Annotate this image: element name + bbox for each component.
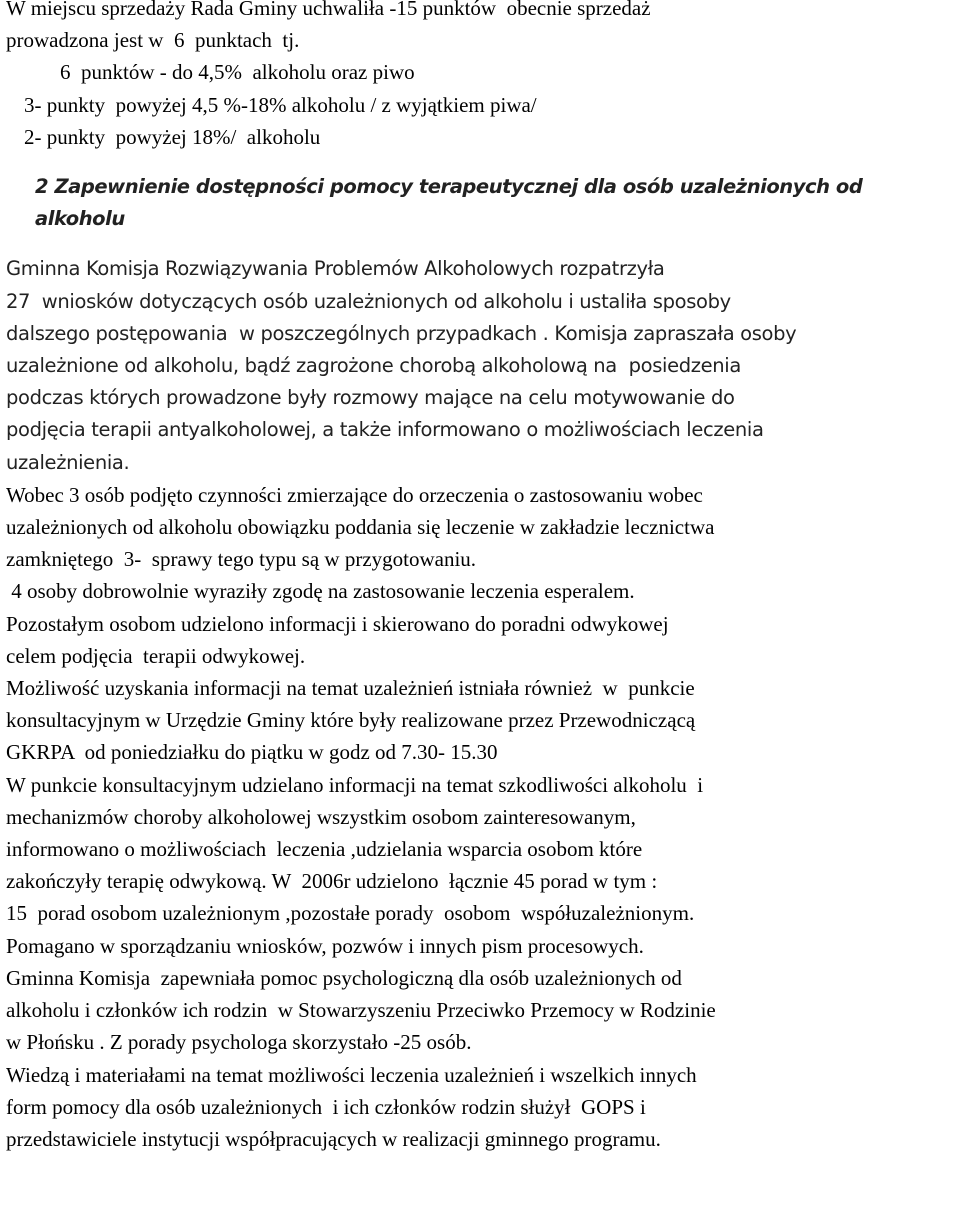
body-line: przedstawiciele instytucji współpracujących w realizacji gminnego programu.	[6, 1126, 661, 1151]
body-line: zamkniętego 3- sprawy tego typu są w przygotowaniu.	[6, 547, 477, 572]
body-line: uzależnienia.	[6, 450, 130, 474]
body-line: 27 wniosków dotyczących osób uzależnionych od alkoholu i ustaliła sposoby	[6, 289, 731, 313]
body-line: Pozostałym osobom udzielono informacji i skierowano do poradni odwykowej	[6, 611, 669, 636]
intro-line: 3- punkty powyżej 4,5 %-18% alkoholu / z wyjątkiem piwa/	[24, 92, 537, 117]
body-line: podjęcia terapii antyalkoholowej, a także informowano o możliwościach leczenia	[6, 418, 764, 442]
body-line: mechanizmów choroby alkoholowej wszystkim osobom zainteresowanym,	[6, 804, 636, 829]
body-line: 15 porad osobom uzależnionym ,pozostałe porady osobom współuzależnionym.	[6, 901, 695, 926]
intro-line: 2- punkty powyżej 18%/ alkoholu	[24, 124, 321, 149]
body-line: Wiedzą i materiałami na temat możliwości leczenia uzależnień i wszelkich innych	[6, 1062, 697, 1087]
body-line: uzależnione od alkoholu, bądź zagrożone chorobą alkoholową na posiedzenia	[6, 354, 741, 378]
body-line: celem podjęcia terapii odwykowej.	[6, 643, 306, 668]
commission-paragraph	[6, 253, 960, 478]
section-heading-line: alkoholu	[35, 207, 125, 231]
intro-line: W miejscu sprzedaży Rada Gminy uchwaliła -15 punktów obecnie sprzedaż	[6, 0, 651, 20]
intro-paragraph	[6, 0, 960, 153]
body-line: form pomocy dla osób uzależnionych i ich członków rodzin służył GOPS i	[6, 1094, 646, 1119]
body-line: konsultacyjnym w Urzędzie Gminy które były realizowane przez Przewodniczącą	[6, 708, 696, 733]
section-heading-line: 2 Zapewnienie dostępności pomocy terapeutycznej dla osób uzależnionych od	[35, 175, 863, 199]
body-line: podczas których prowadzone były rozmowy mające na celu motywowanie do	[6, 386, 735, 410]
treatment-paragraphs	[6, 479, 960, 1155]
intro-line: 6 punktów - do 4,5% alkoholu oraz piwo	[60, 60, 415, 85]
body-line: Możliwość uzyskania informacji na temat uzależnień istniała również w punkcie	[6, 676, 695, 701]
body-line: W punkcie konsultacyjnym udzielano informacji na temat szkodliwości alkoholu i	[6, 772, 704, 797]
body-line: informowano o możliwościach leczenia ,udzielania wsparcia osobom które	[6, 837, 643, 862]
body-line: Gminna Komisja zapewniała pomoc psychologiczną dla osób uzależnionych od	[6, 965, 682, 990]
body-line: zakończyły terapię odwykową. W 2006r udzielono łącznie 45 porad w tym :	[6, 869, 658, 894]
body-line: w Płońsku . Z porady psychologa skorzystało -25 osób.	[6, 1030, 472, 1055]
body-line: Gminna Komisja Rozwiązywania Problemów Alkoholowych rozpatrzyła	[6, 257, 665, 281]
body-line: GKRPA od poniedziałku do piątku w godz od 7.30- 15.30	[6, 740, 498, 765]
body-line: 4 osoby dobrowolnie wyraziły zgodę na zastosowanie leczenia esperalem.	[6, 579, 635, 604]
section-heading	[6, 171, 960, 235]
body-line: Wobec 3 osób podjęto czynności zmierzające do orzeczenia o zastosowaniu wobec	[6, 482, 703, 507]
body-line: uzależnionych od alkoholu obowiązku poddania się leczenie w zakładzie lecznictwa	[6, 515, 715, 540]
body-line: Pomagano w sporządzaniu wniosków, pozwów i innych pism procesowych.	[6, 933, 644, 958]
intro-line: prowadzona jest w 6 punktach tj.	[6, 28, 300, 53]
body-line: alkoholu i członków ich rodzin w Stowarzyszeniu Przeciwko Przemocy w Rodzinie	[6, 998, 716, 1023]
body-line: dalszego postępowania w poszczególnych przypadkach . Komisja zapraszała osoby	[6, 321, 797, 345]
